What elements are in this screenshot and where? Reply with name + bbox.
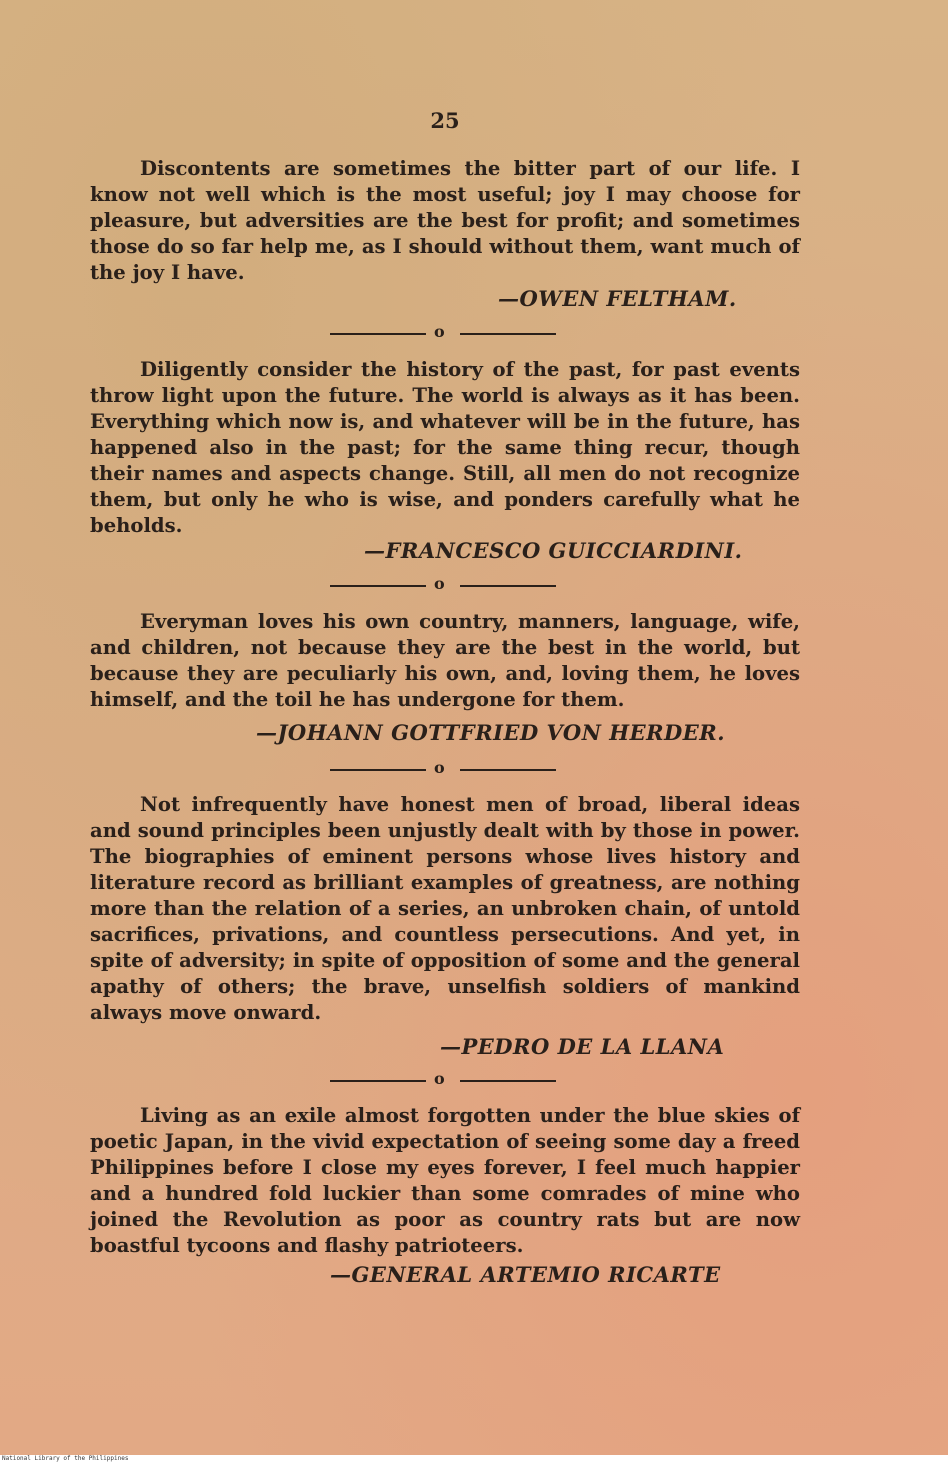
separator-mark: o	[434, 1069, 445, 1088]
separator	[330, 574, 556, 593]
quote-author-guicciardini: —FRANCESCO GUICCIARDINI.	[364, 538, 743, 563]
quote-author-feltham: —OWEN FELTHAM.	[498, 286, 737, 311]
separator	[330, 322, 556, 341]
page-number: 25	[430, 108, 460, 133]
quote-feltham	[90, 156, 800, 286]
quote-text: Living as an exile almost forgotten under the blue skies of poetic Japan, in the vivid expectation of seeing some day a freed Philippines before I close my eyes forever, I feel much happier and a hundred fold luckier than some comrades of mine who joined the Revolution as poor as country rats but are now boastful tycoons and flashy patrioteers.	[90, 1104, 800, 1257]
separator	[330, 1069, 556, 1088]
quote-text: Diligently consider the history of the past, for past events throw light upon the future. The world is always as it has been. Everything which now is, and whatever will be in the future, has happened also in the past; for the same thing recur, though their names and aspects change. Still, all men do not recognize them, but only he who is wise, and ponders carefully what he beholds.	[90, 358, 800, 537]
quote-guicciardini	[90, 357, 800, 539]
separator-mark: o	[434, 322, 445, 341]
quote-text: Not infrequently have honest men of broad, liberal ideas and sound principles been unjustly dealt with by those in power. The biographies of eminent persons whose lives history and literature record as brilliant examples of greatness, are nothing more than the relation of a series, an unbroken chain, of untold sacrifices, privations, and countless persecutions. And yet, in spite of adversity; in spite of opposition of some and the general apathy of others; the brave, unselfish soldiers of mankind always move onward.	[90, 793, 800, 1024]
library-credit: National Library of the Philippines	[2, 1455, 129, 1462]
quote-author-llana: —PEDRO DE LA LLANA	[440, 1034, 725, 1059]
quote-herder	[90, 609, 800, 713]
quote-author-ricarte: —GENERAL ARTEMIO RICARTE	[330, 1262, 721, 1287]
footer-bar	[0, 1455, 948, 1463]
quote-llana	[90, 792, 800, 1026]
quote-text: Everyman loves his own country, manners, language, wife, and children, not because they are the best in the world, but because they are peculiarly his own, and, loving them, he loves himself, and the toil he has undergone for them.	[90, 610, 800, 711]
separator	[330, 758, 556, 777]
quote-text: Discontents are sometimes the bitter part of our life. I know not well which is the most useful; joy I may choose for pleasure, but adversities are the best for profit; and sometimes those do so far help me, as I should without them, want much of the joy I have.	[90, 157, 800, 284]
quote-ricarte	[90, 1103, 800, 1259]
quote-author-herder: —JOHANN GOTTFRIED VON HERDER.	[256, 720, 726, 745]
separator-mark: o	[434, 758, 445, 777]
separator-mark: o	[434, 574, 445, 593]
